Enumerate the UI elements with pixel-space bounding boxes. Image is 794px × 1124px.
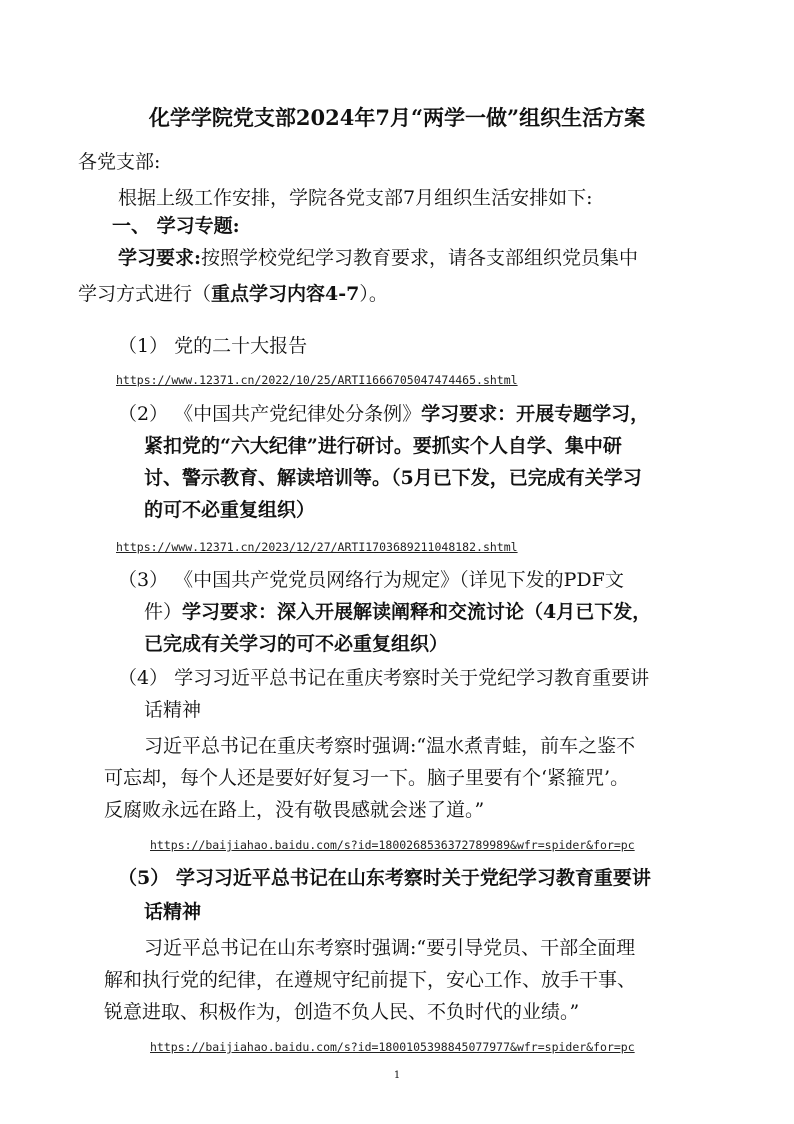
item-5-link[interactable]: https://baijiahao.baidu.com/s?id=1800105398845077977&wfr=spider&for=pc (150, 1040, 635, 1054)
item-2-link[interactable]: https://www.12371.cn/2023/12/27/ARTI1703689211048182.shtml (116, 540, 518, 554)
page-number: 1 (393, 1070, 401, 1081)
item-4-link[interactable]: https://baijiahao.baidu.com/s?id=1800268536372789989&wfr=spider&for=pc (150, 838, 635, 852)
item-2-line-3: 讨、警示教育、解读培训等。（5月已下发，已完成有关学习 (144, 467, 642, 489)
document-title: 化学学院党支部2024年7月“两学一做”组织生活方案 (148, 105, 646, 130)
item-5-quote-3: 锐意进取、积极作为，创造不负人民、不负时代的业绩。” (104, 1001, 580, 1023)
item-5-quote-2: 解和执行党的纪律，在遵规守纪前提下，安心工作、放手干事、 (104, 969, 637, 991)
item-2-line-1 (118, 402, 649, 426)
requirement-line-2 (78, 282, 388, 306)
requirement-text-2c: ）。 (359, 283, 388, 305)
item-2-requirement: 学习要求：开展专题学习， (421, 403, 650, 425)
item-3-requirement: 学习要求：深入开展解读阐释和交流讨论（4月已下发， (182, 601, 652, 623)
item-4-line-2: 话精神 (144, 699, 202, 721)
item-2-line-4: 的可不必重复组织） (144, 499, 316, 521)
requirement-label: 学习要求: (118, 247, 202, 269)
item-1-title: （1） 党的二十大报告 (118, 335, 308, 357)
greeting: 各党支部: (78, 151, 161, 173)
item-2-line-2: 紧扣党的“六大纪律”进行研讨。要抓实个人自学、集中研 (144, 435, 622, 457)
item-1-link[interactable]: https://www.12371.cn/2022/10/25/ARTI1666705047474465.shtml (116, 373, 518, 387)
item-5-line-2: 话精神 (144, 901, 202, 923)
item-5-quote-1: 习近平总书记在山东考察时强调:“要引导党员、干部全面理 (144, 937, 636, 959)
item-2-title: （2） 《中国共产党纪律处分条例》 (118, 403, 422, 425)
item-3-text: 件） (144, 601, 183, 623)
requirement-line-1 (118, 246, 638, 270)
item-5-line-1: （5） 学习习近平总书记在山东考察时关于党纪学习教育重要讲 (118, 867, 651, 889)
item-3-line-3: 已完成有关学习的可不必重复组织） (144, 633, 449, 655)
requirement-focus: 重点学习内容4-7 (211, 283, 360, 305)
section-heading: 一、 学习专题: (112, 215, 240, 237)
requirement-text-2a: 学习方式进行（ (78, 283, 212, 305)
item-3-line-2 (144, 600, 651, 624)
item-4-line-1: （4） 学习习近平总书记在重庆考察时关于党纪学习教育重要讲 (118, 667, 650, 689)
item-4-quote-3: 反腐败永远在路上，没有敬畏感就会迷了道。” (104, 799, 485, 821)
item-4-quote-1: 习近平总书记在重庆考察时强调:“温水煮青蛙，前车之鉴不 (144, 735, 636, 757)
item-4-quote-2: 可忘却，每个人还是要好好复习一下。脑子里要有个‘紧箍咒’。 (104, 767, 630, 789)
requirement-text: 按照学校党纪学习教育要求，请各支部组织党员集中 (201, 247, 639, 269)
intro-paragraph: 根据上级工作安排，学院各党支部7月组织生活安排如下: (118, 187, 593, 209)
item-3-line-1: （3） 《中国共产党党员网络行为规定》（详见下发的PDF文 (118, 569, 624, 591)
